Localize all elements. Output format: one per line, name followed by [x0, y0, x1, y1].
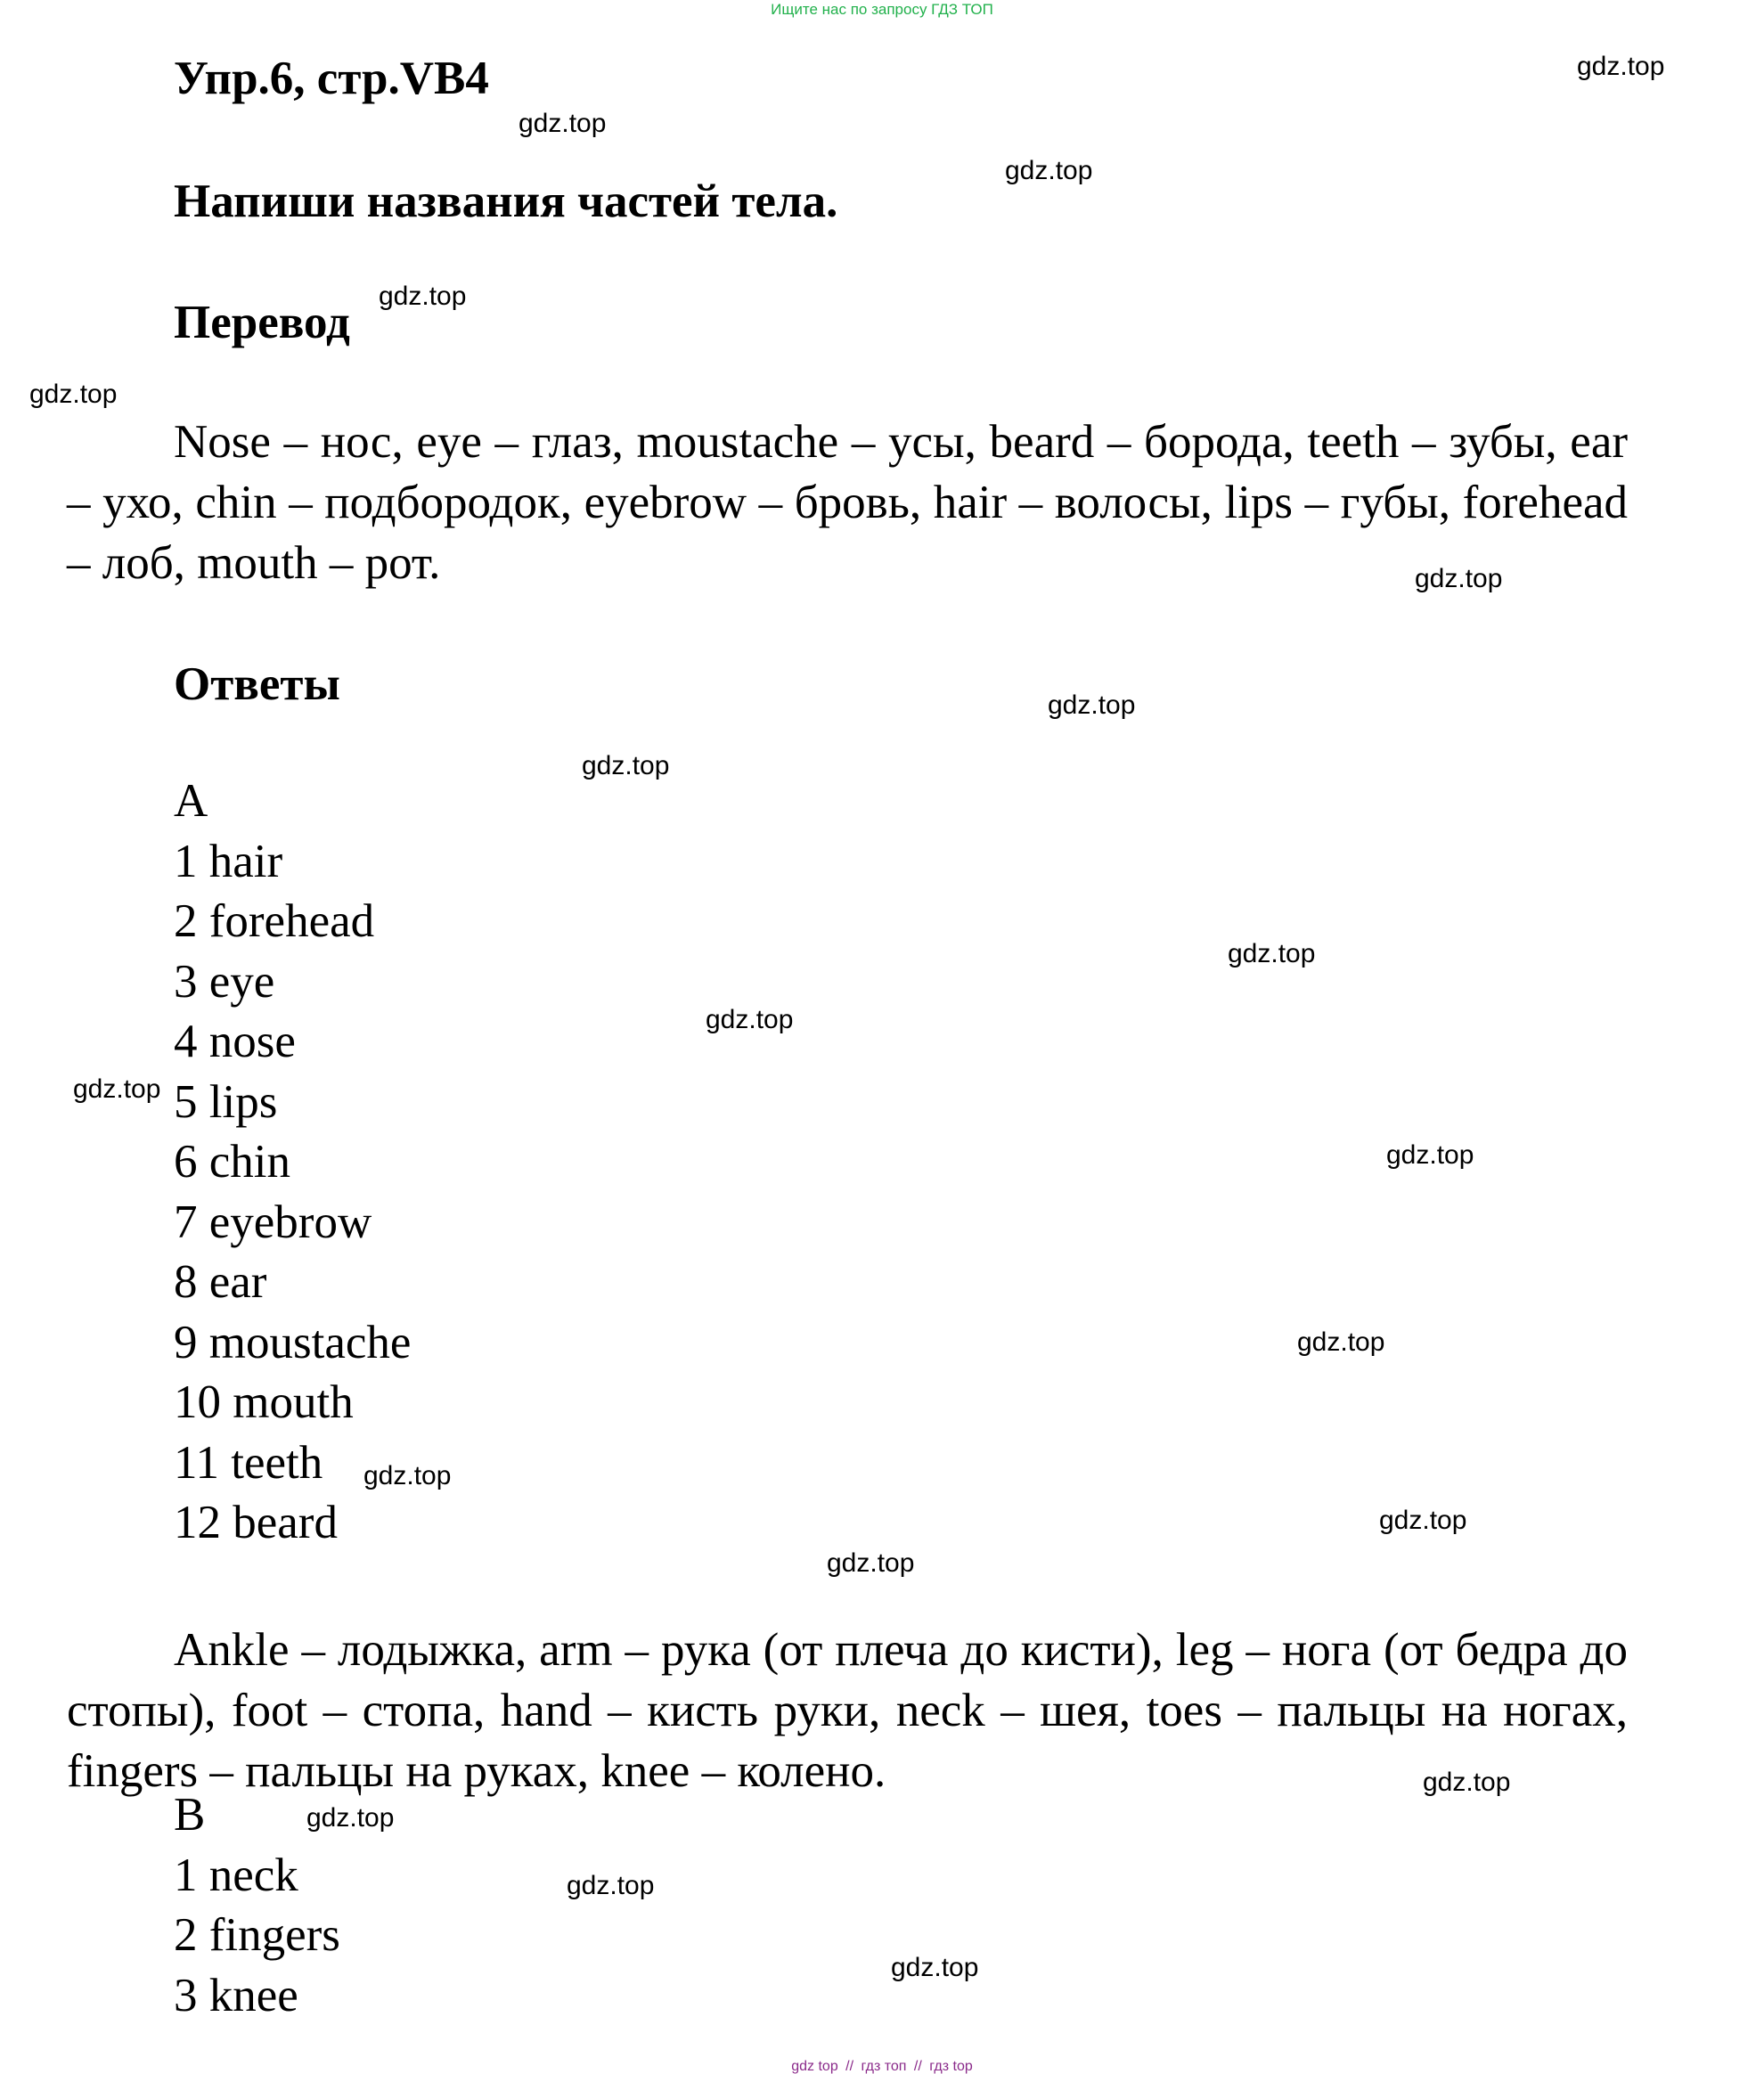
watermark: gdz.top: [1048, 690, 1136, 720]
answers-heading: Ответы: [174, 658, 340, 710]
list-item: 3 knee: [174, 1969, 298, 2021]
translation-paragraph-2: Ankle – лодыжка, arm – рука (от плеча до кисти), leg – нога (от бедра до стопы), foot – стопа, hand – кисть руки, neck – шея, toes – пальцы на ногах, fingers – пальцы на руках, knee – колено.: [67, 1624, 1628, 1797]
footer-link[interactable]: gdz top: [791, 2059, 838, 2074]
list-item: 6 chin: [174, 1136, 290, 1188]
watermark: gdz.top: [1379, 1506, 1467, 1535]
footer-links: [0, 2059, 1764, 2074]
footer-link[interactable]: гдз top: [929, 2059, 973, 2074]
search-banner[interactable]: Ищите нас по запросу ГДЗ ТОП: [771, 1, 993, 18]
watermark: gdz.top: [519, 109, 607, 138]
watermark: gdz.top: [29, 380, 118, 409]
list-item: 1 neck: [174, 1849, 298, 1901]
watermark: gdz.top: [363, 1461, 452, 1490]
watermark: gdz.top: [582, 751, 670, 780]
watermark: gdz.top: [567, 1871, 655, 1900]
list-item: 10 mouth: [174, 1376, 354, 1428]
watermark: gdz.top: [73, 1074, 161, 1104]
list-item: 3 eye: [174, 955, 275, 1008]
task-instruction: Напиши названия частей тела.: [174, 176, 838, 227]
watermark: gdz.top: [1386, 1140, 1474, 1170]
watermark: gdz.top: [1297, 1327, 1385, 1357]
watermark: gdz.top: [1423, 1768, 1511, 1797]
watermark: gdz.top: [306, 1803, 395, 1833]
watermark: gdz.top: [1577, 52, 1665, 81]
footer-separator: //: [913, 2059, 922, 2074]
watermark: gdz.top: [379, 282, 467, 311]
list-item: 1 hair: [174, 835, 283, 887]
exercise-title: Упр.6, стр.VB4: [174, 53, 489, 104]
answers-list-a: [174, 772, 411, 1554]
watermark: gdz.top: [1228, 939, 1316, 968]
footer-link[interactable]: гдз топ: [861, 2059, 907, 2074]
list-item: 12 beard: [174, 1497, 338, 1548]
section-a-label: A: [174, 775, 208, 827]
translation-heading: Перевод: [174, 297, 350, 348]
list-item: 11 teeth: [174, 1436, 323, 1489]
list-item: 8 ear: [174, 1256, 267, 1308]
watermark: gdz.top: [827, 1548, 915, 1578]
watermark: gdz.top: [1415, 564, 1503, 593]
list-item: 4 nose: [174, 1016, 296, 1067]
list-item: 2 fingers: [174, 1909, 340, 1961]
list-item: 2 forehead: [174, 895, 375, 947]
watermark: gdz.top: [1005, 156, 1093, 185]
watermark: gdz.top: [891, 1953, 979, 1982]
footer-separator: //: [845, 2059, 854, 2074]
section-b-label: B: [174, 1789, 206, 1841]
list-item: 9 moustache: [174, 1316, 412, 1368]
translation-paragraph: Nose – нос, eye – глаз, moustache – усы, beard – борода, teeth – зубы, ear – ухо, chin – подбородок, eyebrow – бровь, hair – волосы, lips – губы, forehead – лоб, mouth – рот.: [67, 416, 1628, 589]
list-item: 5 lips: [174, 1075, 278, 1128]
list-item: 7 eyebrow: [174, 1196, 372, 1248]
watermark: gdz.top: [706, 1005, 794, 1034]
